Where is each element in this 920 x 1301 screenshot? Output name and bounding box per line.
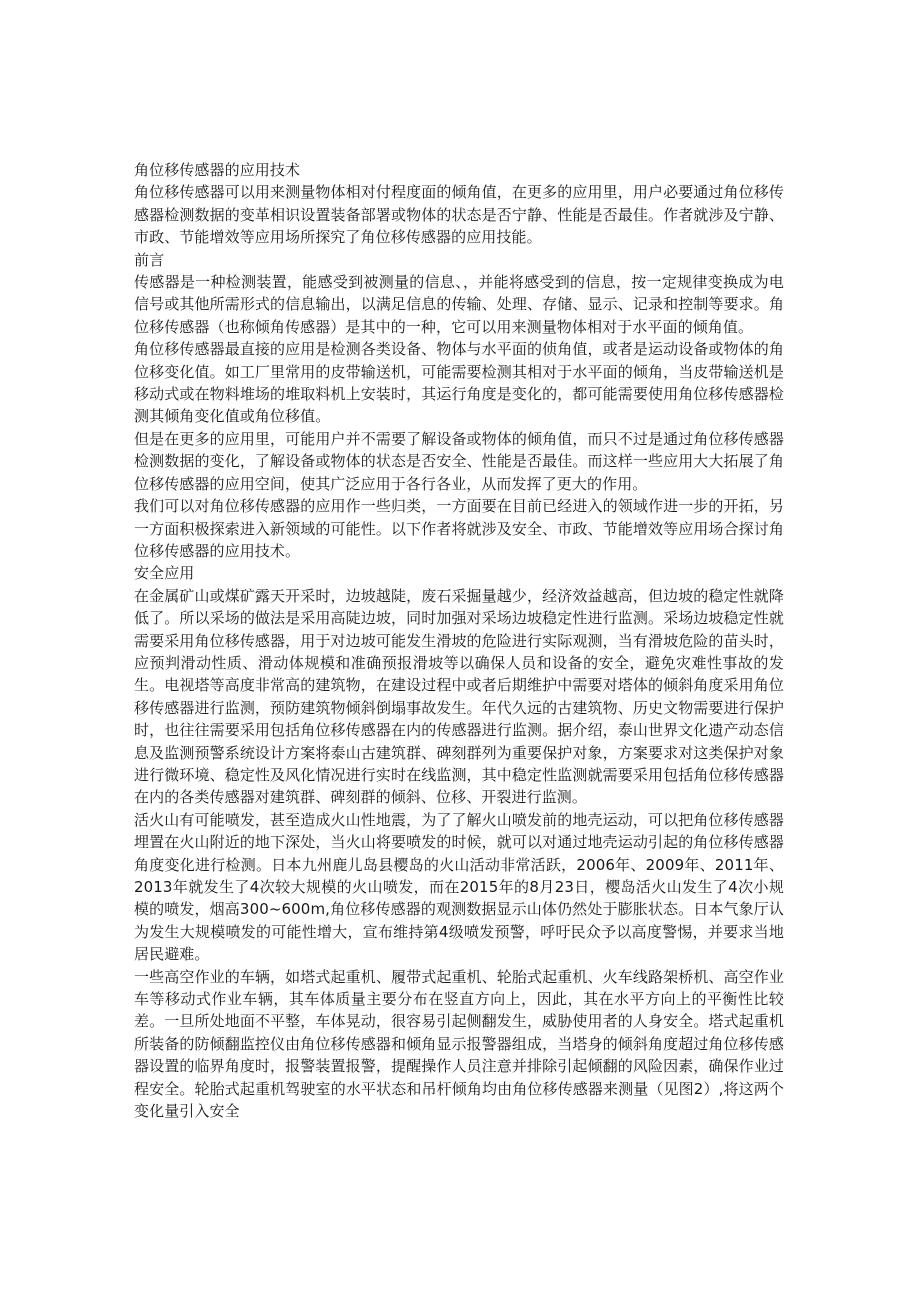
- document-body: [134, 159, 784, 1122]
- section-heading-preface: 前言: [134, 250, 165, 269]
- paragraph-direct-application: 角位移传感器最直接的应用是检测各类设备、物体与水平面的侦角值，或者是运动设备或物体的角位移变化值。如工厂里常用的皮带输送机，可能需要检测其相对于水平面的倾角，当皮带输送机是移动式或在物料堆场的堆取料机上安装时，其运行角度是变化的，都可能需要使用角位移传感器检测其倾角变化值或角位移值。: [134, 340, 784, 426]
- paragraph-classification: 我们可以对角位移传感器的应用作一些归类，一方面要在目前已经进入的领域作进一步的开拓，另一方面积极探索进入新领域的可能性。以下作者将就涉及安全、市政、节能增效等应用场合探讨角位移传感器的应用技术。: [134, 497, 784, 560]
- document-title: 角位移传感器的应用技术: [134, 161, 301, 179]
- paragraph-volcano-monitoring: 活火山有可能喷发，甚至造成火山性地震，为了了解火山喷发前的地壳运动，可以把角位移传感器埋置在火山附近的地下深处，当火山将要喷发的时候，就可以对通过地壳运动引起的角位移传感器角度变化进行检测。日本九州鹿儿岛县樱岛的火山活动非常活跃，2006年、2009年、2011年、2013年就发生了4次较大规模的火山喷发，而在2015年的8月23日，樱岛活火山发生了4次小规模的喷发，烟高300~600m,角位移传感器的观测数据显示山体仍然处于膨胀状态。日本气象厅认为发生大规模喷发的可能性增大，宣布维持第4级喷发预警，呼吁民众予以高度警惕，并要求当地居民避难。: [134, 810, 784, 964]
- paragraph-slope-monitoring: 在金属矿山或煤矿露天开采时，边坡越陡，废石采掘量越少，经济效益越高，但边坡的稳定性就降低了。所以采场的做法是采用高陡边坡，同时加强对采场边坡稳定性进行监测。采场边坡稳定性就需要采用角位移传感器，用于对边坡可能发生滑坡的危险进行实际观测，当有滑坡危险的苗头时，应预判滑动性质、滑动体规模和准确预报滑坡等以确保人员和设备的安全，避免灾难性事故的发生。电视塔等高度非常高的建筑物，在建设过程中或者后期维护中需要对塔体的倾斜角度采用角位移传感器进行监测，预防建筑物倾斜倒塌事故发生。年代久远的古建筑物、历史文物需要进行保护时，也往往需要采用包括角位移传感器在内的传感器进行监测。据介绍，泰山世界文化遗产动态信息及监测预警系统设计方案将泰山古建筑群、碑刻群列为重要保护对象，方案要求对这类保护对象进行微环境、稳定性及风化情况进行实时在线监测，其中稳定性监测就需要采用包括角位移传感器在内的各类传感器对建筑群、碑刻群的倾斜、位移、开裂进行监测。: [134, 586, 784, 807]
- paragraph-crane-safety: 一些高空作业的车辆，如塔式起重机、履带式起重机、轮胎式起重机、火车线路架桥机、高空作业车等移动式作业车辆，其车体质量主要分布在竖直方向上，因此，其在水平方向上的平衡性比较差。一旦所处地面不平整，车体晃动，很容易引起侧翻发生，威胁使用者的人身安全。塔式起重机所装备的防倾翻监控仪由角位移传感器和倾角显示报警器组成，当塔身的倾斜角度超过角位移传感器设置的临界角度时，报警装置报警，提醒操作人员注意并排除引起倾翻的风险因素，确保作业过程安全。轮胎式起重机驾驶室的水平状态和吊杆倾角均由角位移传感器来测量（见图2）,将这两个变化量引入安全: [134, 967, 784, 1121]
- abstract-paragraph: 角位移传感器可以用来测量物体相对付程度面的倾角值，在更多的应用里，用户必要通过角位移传感器检测数据的变革相识设置装备部署或物体的状态是否宁静、性能是否最佳。作者就涉及宁静、市政、节能增效等应用场所探究了角位移传感器的应用技能。: [134, 183, 784, 247]
- section-heading-safety: 安全应用: [134, 564, 195, 583]
- paragraph-extended-application: 但是在更多的应用里，可能用户并不需要了解设备或物体的倾角值，而只不过是通过角位移传感器检测数据的变化，了解设备或物体的状态是否安全、性能是否最佳。而这样一些应用大大拓展了角位移传感器的应用空间，使其广泛应用于各行各业，从而发挥了更大的作用。: [134, 429, 784, 493]
- paragraph-sensor-definition: 传感器是一种检测装置，能感受到被测量的信息、，并能将感受到的信息，按一定规律变换成为电信号或其他所需形式的信息输出，以满足信息的传输、处理、存储、显示、记录和控制等要求。角位移传感器（也称倾角传感器）是其中的一种，它可以用来测量物体相对于水平面的倾角值。: [134, 273, 784, 336]
